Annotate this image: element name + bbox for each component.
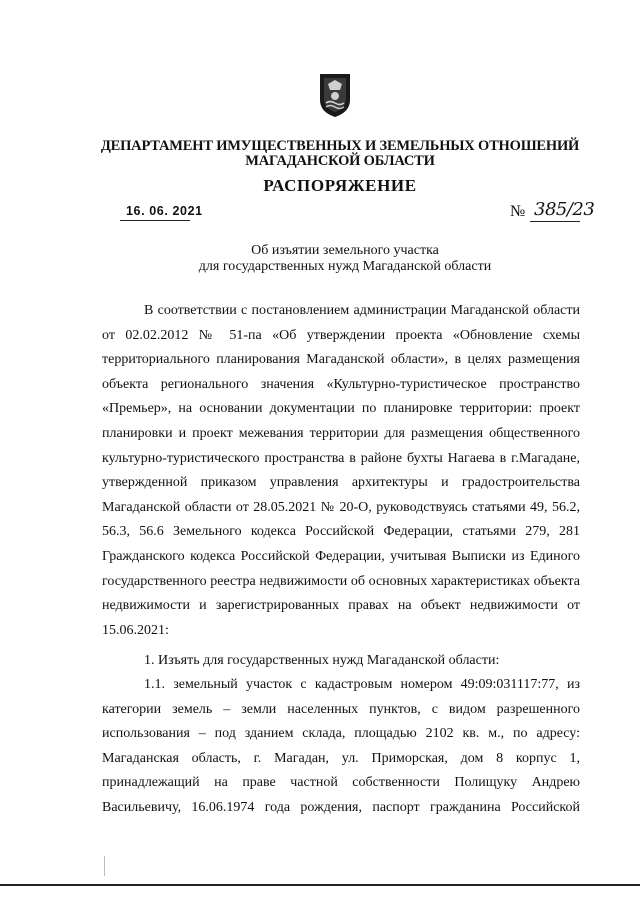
document-date: 16. 06. 2021 — [126, 204, 203, 218]
body-intro-paragraph: В соответствии с постановлением администрации Магаданской области от 02.02.2012 № 51-па «Об утверждении проекта «Обновление схемы территориального планирования Магаданской области», в целях размещения объекта регионального значения «Культурно-туристическое пространство «Премьер», на основании документации по планировке территории: проект планировки и проект межевания территории для размещения общественного культурно-туристического пространства в районе бухты Нагаева в г.Магадане, утвержденной приказом управления архитектуры и градостроительства Магаданской области от 28.05.2021 № 20-О, руководствуясь статьями 49, 56.2, 56.3, 56.6 Земельного кодекса Российской Федерации, статьями 279, 281 Гражданского кодекса Российской Федерации, учитывая Выписки из Единого государственного реестра недвижимости об основных характеристиках объекта недвижимости и зарегистрированных правах на объект недвижимости от 15.06.2021: — [102, 303, 580, 638]
department-name-line2: МАГАДАНСКОЙ ОБЛАСТИ — [245, 153, 435, 169]
document-number-value: 385/23 — [534, 199, 595, 220]
coat-of-arms-icon — [318, 72, 352, 118]
body-item-1-1: 1.1. земельный участок с кадастровым номером 49:09:031117:77, из категории земель – земли населенных пунктов, с видом разрешенного использования – под зданием склада, площадью 2102 кв. м., по адресу: Магаданская область, г. Магадан, ул. Приморская, дом 8 корпус 1, принадлежащий на праве частной собственности Полищуку Андрею Васильевичу, 16.06.1974 года рождения, паспорт гражданина Российской — [102, 677, 580, 815]
body-item-1: 1. Изъять для государственных нужд Магаданской области: — [144, 653, 500, 668]
document-number-label: № — [510, 203, 526, 220]
document-type-title: РАСПОРЯЖЕНИЕ — [263, 176, 417, 195]
subject-line2: для государственных нужд Магаданской области — [198, 259, 492, 274]
department-name-line1: ДЕПАРТАМЕНТ ИМУЩЕСТВЕННЫХ И ЗЕМЕЛЬНЫХ ОТНОШЕНИЙ — [100, 138, 580, 154]
number-underline — [530, 221, 580, 222]
subject-line1: Об изъятии земельного участка — [251, 243, 439, 258]
margin-mark — [104, 856, 105, 876]
page-bottom-edge — [0, 884, 640, 886]
date-underline — [120, 220, 190, 221]
